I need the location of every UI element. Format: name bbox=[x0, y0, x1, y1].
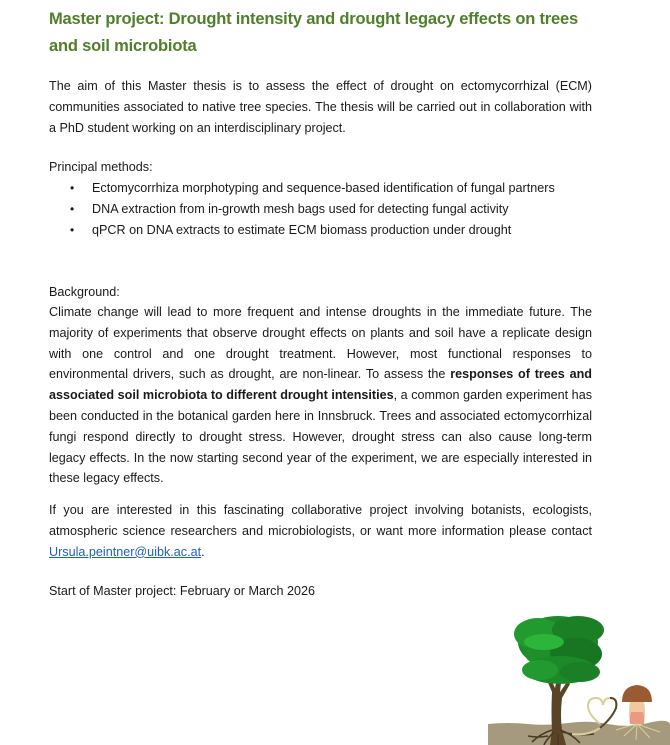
background-text-2: , a common garden experiment has been conducted in the botanical garden here in Innsbruck. Trees and associated ectomycorrhizal fungi respond directly to drought stress. However, drought stress can also cause long-term legacy effects. In the now starting second year of the experiment, we are especially interested in these legacy effects. bbox=[49, 388, 592, 486]
method-text: qPCR on DNA extracts to estimate ECM biomass production under drought bbox=[92, 223, 512, 237]
methods-label: Principal methods: bbox=[49, 160, 153, 174]
list-item bbox=[49, 178, 609, 199]
page-title: Master project: Drought intensity and drought legacy effects on trees and soil microbiota bbox=[49, 10, 578, 55]
method-text: DNA extraction from in-growth mesh bags used for detecting fungal activity bbox=[92, 202, 509, 216]
contact-text: If you are interested in this fascinating collaborative project involving botanists, ecologists, atmospheric science researchers and microbiologists, or want more information please contact bbox=[49, 503, 592, 538]
bullet-icon: • bbox=[70, 223, 75, 237]
tree-mushroom-illustration bbox=[488, 612, 670, 745]
start-date: Start of Master project: February or March 2026 bbox=[49, 584, 315, 598]
contact-period: . bbox=[201, 544, 205, 559]
background-emphasis: responses of trees and associated soil microbiota to different drought intensities bbox=[49, 367, 592, 403]
bullet-icon: • bbox=[70, 181, 75, 195]
background-label: Background: bbox=[49, 285, 120, 299]
contact-paragraph bbox=[49, 500, 592, 562]
background-paragraph bbox=[49, 302, 592, 489]
method-text: Ectomycorrhiza morphotyping and sequence-based identification of fungal partners bbox=[92, 181, 555, 195]
background-text-1: Climate change will lead to more frequent and intense droughts in the immediate future. The majority of experiments that observe drought effects on plants and soil have a replicate design with one control and one drought treatment. However, most functional responses to environmental drivers, such as drought, are non-linear. To assess the bbox=[49, 305, 592, 382]
email-link[interactable]: Ursula.peintner@uibk.ac.at bbox=[49, 544, 202, 559]
methods-list bbox=[49, 178, 609, 241]
intro-paragraph: The aim of this Master thesis is to assess the effect of drought on ectomycorrhizal (ECM) communities associated to native tree species. The thesis will be carried out in collaboration with a PhD student working on an interdisciplinary project. bbox=[49, 79, 592, 135]
bullet-icon: • bbox=[70, 202, 75, 216]
list-item bbox=[49, 199, 609, 220]
list-item bbox=[49, 220, 609, 241]
